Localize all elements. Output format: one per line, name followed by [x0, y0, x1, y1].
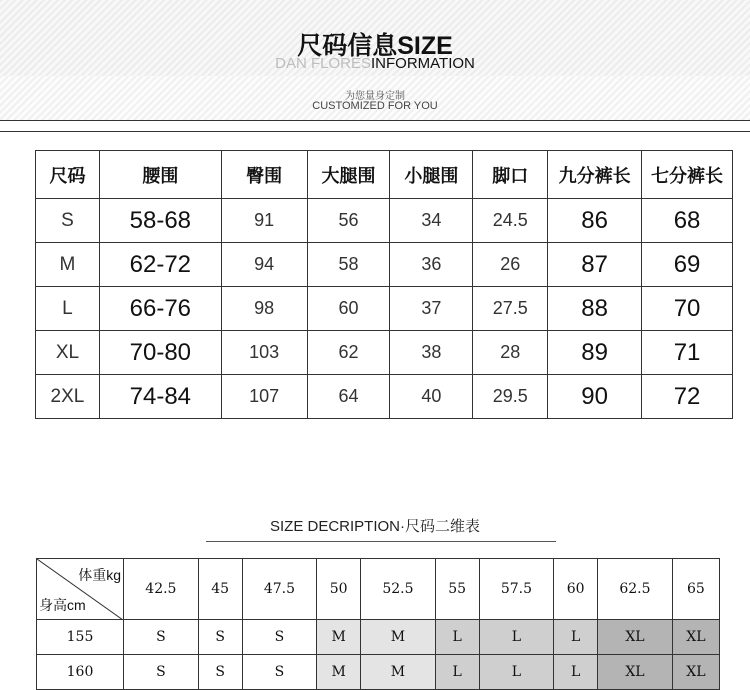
size-table-header-row	[36, 151, 733, 199]
size-table-row	[36, 243, 733, 287]
size-table-cell: 60	[307, 287, 390, 331]
size-chart-title-underline	[206, 541, 556, 542]
size-chart-cell: S	[242, 620, 317, 655]
size-table-cell: 68	[642, 199, 733, 243]
size-table-cell: 91	[221, 199, 307, 243]
size-table-header-cell: 九分裤长	[548, 151, 642, 199]
size-table-cell: 29.5	[473, 375, 548, 419]
size-table-row	[36, 287, 733, 331]
size-table-cell: 58-68	[99, 199, 221, 243]
size-table-row	[36, 199, 733, 243]
size-chart-row	[37, 620, 720, 655]
size-table-cell: 27.5	[473, 287, 548, 331]
size-chart-cell: S	[124, 620, 199, 655]
corner-height-label: 身高cm	[39, 597, 86, 613]
size-chart-row	[37, 655, 720, 690]
weight-header-cell: 52.5	[361, 559, 436, 620]
size-table-cell: 2XL	[36, 375, 100, 419]
size-table-header-cell: 小腿围	[390, 151, 473, 199]
size-table-cell: 62	[307, 331, 390, 375]
size-table-cell: 72	[642, 375, 733, 419]
size-table-cell: 88	[548, 287, 642, 331]
size-table-cell: 94	[221, 243, 307, 287]
size-chart-cell: S	[242, 655, 317, 690]
size-table-cell: 86	[548, 199, 642, 243]
size-table-cell: 64	[307, 375, 390, 419]
size-table-cell: 103	[221, 331, 307, 375]
size-table-cell: 38	[390, 331, 473, 375]
size-table-header-cell: 七分裤长	[642, 151, 733, 199]
size-table-cell: 28	[473, 331, 548, 375]
size-table-cell: 56	[307, 199, 390, 243]
size-table-cell: 37	[390, 287, 473, 331]
size-chart-cell: XL	[672, 655, 719, 690]
size-table-cell: L	[36, 287, 100, 331]
size-chart-cell: XL	[672, 620, 719, 655]
size-table-cell: 71	[642, 331, 733, 375]
size-chart-cell: XL	[598, 655, 673, 690]
corner-weight-label: 体重kg	[78, 567, 121, 583]
subtitle-information: INFORMATION	[370, 55, 475, 72]
weight-header-cell: 50	[317, 559, 361, 620]
size-table-header-cell: 大腿围	[307, 151, 390, 199]
size-chart-cell: S	[198, 620, 242, 655]
size-table-cell: 66-76	[99, 287, 221, 331]
weight-header-cell: 65	[672, 559, 719, 620]
size-chart-cell: M	[361, 655, 436, 690]
size-chart-cell: S	[124, 655, 199, 690]
size-table-row	[36, 331, 733, 375]
size-table-cell: 62-72	[99, 243, 221, 287]
size-table-header-cell: 尺码	[36, 151, 100, 199]
subtitle-brand: DAN FLORES	[275, 55, 371, 72]
height-cell: 160	[37, 655, 124, 690]
weight-header-cell: 57.5	[479, 559, 554, 620]
size-chart-table	[36, 558, 720, 690]
size-table-cell: 70	[642, 287, 733, 331]
size-table-cell: 98	[221, 287, 307, 331]
size-table-cell: 24.5	[473, 199, 548, 243]
size-table-cell: 74-84	[99, 375, 221, 419]
size-table-cell: 69	[642, 243, 733, 287]
size-table-cell: 89	[548, 331, 642, 375]
size-chart-cell: M	[317, 655, 361, 690]
size-chart-cell: L	[479, 620, 554, 655]
height-cell: 155	[37, 620, 124, 655]
weight-header-cell: 62.5	[598, 559, 673, 620]
size-chart-title: SIZE DECRIPTION·尺码二维表	[269, 518, 480, 535]
size-table-header-cell: 臀围	[221, 151, 307, 199]
size-table-cell: S	[36, 199, 100, 243]
size-chart-cell: L	[435, 620, 479, 655]
page-title: 尺码信息SIZE	[297, 32, 453, 60]
size-table-header-cell: 脚口	[473, 151, 548, 199]
weight-header-cell: 42.5	[124, 559, 199, 620]
size-table-header-cell: 腰围	[99, 151, 221, 199]
size-table-cell: 70-80	[99, 331, 221, 375]
size-chart-corner	[37, 559, 124, 620]
tagline-en: CUSTOMIZED FOR YOU	[312, 100, 438, 112]
size-chart-cell: M	[317, 620, 361, 655]
size-chart-cell: L	[435, 655, 479, 690]
size-table-cell: 90	[548, 375, 642, 419]
size-table-cell: 26	[473, 243, 548, 287]
size-chart-cell: S	[198, 655, 242, 690]
weight-header-cell: 47.5	[242, 559, 317, 620]
size-table-cell: 107	[221, 375, 307, 419]
divider-bottom	[0, 131, 750, 132]
size-chart-cell: L	[554, 655, 598, 690]
size-table-cell: 36	[390, 243, 473, 287]
tagline-cn: 为您量身定制	[345, 91, 405, 102]
size-chart-cell: M	[361, 620, 436, 655]
weight-header-cell: 45	[198, 559, 242, 620]
size-table-cell: 87	[548, 243, 642, 287]
size-table-cell: M	[36, 243, 100, 287]
divider-top	[0, 120, 750, 121]
size-chart-cell: L	[479, 655, 554, 690]
size-chart-cell: XL	[598, 620, 673, 655]
size-table-cell: 34	[390, 199, 473, 243]
size-chart-header-row	[37, 559, 720, 620]
weight-header-cell: 60	[554, 559, 598, 620]
weight-header-cell: 55	[435, 559, 479, 620]
size-table-cell: XL	[36, 331, 100, 375]
size-table	[35, 150, 733, 419]
size-table-cell: 40	[390, 375, 473, 419]
size-chart-cell: L	[554, 620, 598, 655]
page-subtitle	[0, 55, 750, 72]
size-table-row	[36, 375, 733, 419]
size-table-cell: 58	[307, 243, 390, 287]
